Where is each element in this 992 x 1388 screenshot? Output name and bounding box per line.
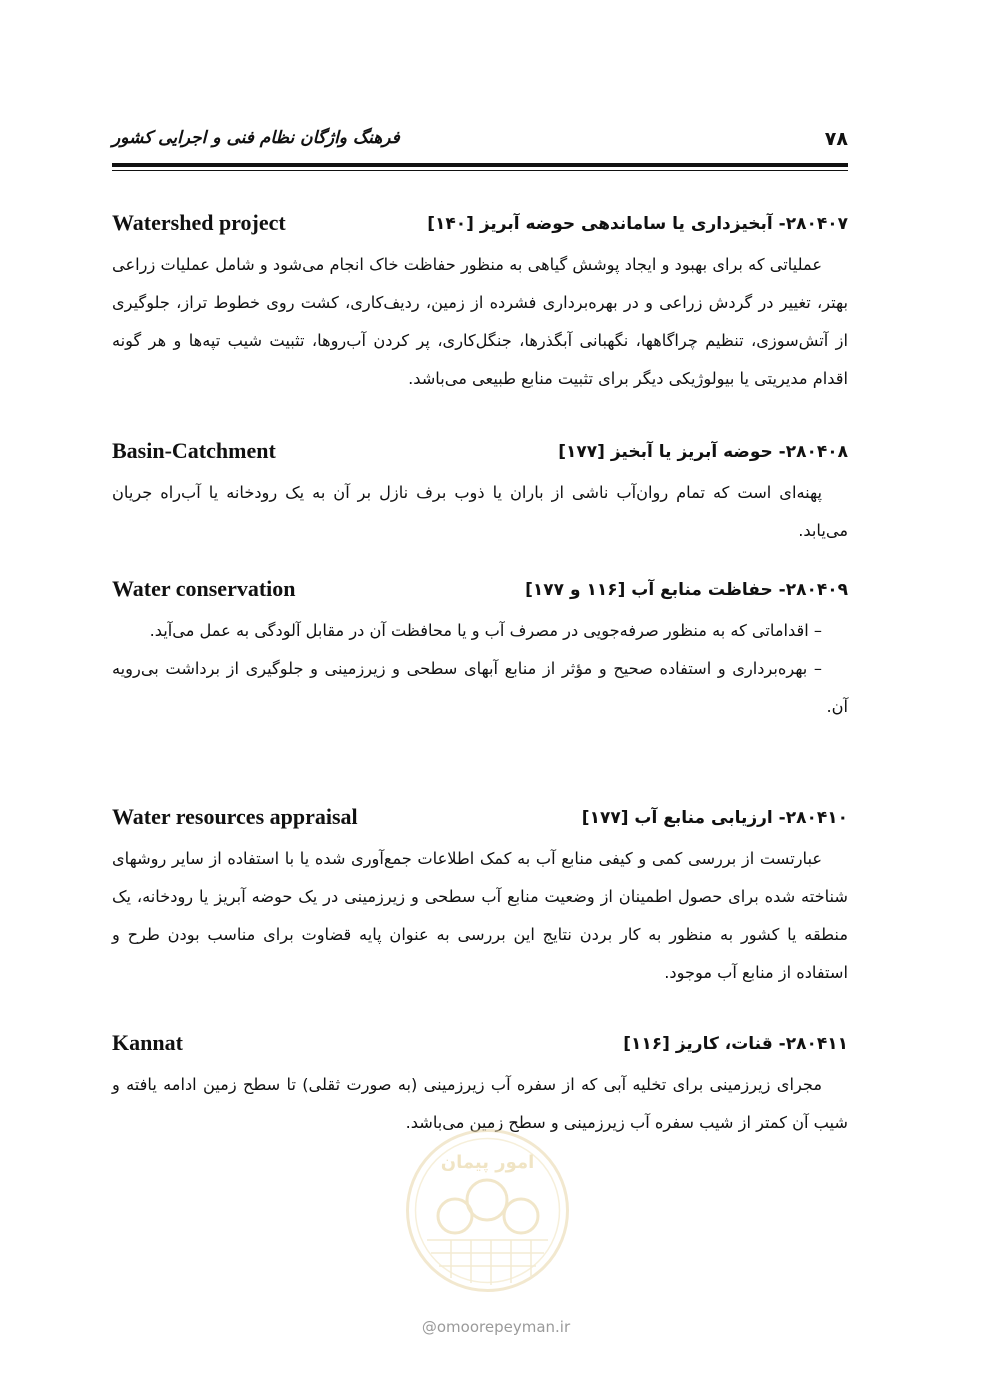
running-header — [112, 120, 848, 160]
at-sign-icon: @ — [421, 1318, 437, 1336]
entry-definition: پهنه‌ای است که تمام روان‌آب ناشی از باران یا ذوب برف نازل بر آن به یک رودخانه یا آب‌راه جریان می‌یابد. — [112, 483, 848, 540]
running-title: فرهنگ واژگان نظام فنی و اجرایی کشور — [112, 128, 400, 148]
entry-heading — [112, 804, 848, 840]
header-rule-thick — [112, 163, 848, 167]
header-rule-thin — [112, 170, 848, 171]
entry-definition: عبارتست از بررسی کمی و کیفی منابع آب به کمک اطلاعات جمع‌آوری شده یا با استفاده از سایر روشهای شناخته شده برای حصول اطمینان از وضعیت منابع آب سطحی و زیرزمینی در یک حوضه آبریز یا رودخانه، یک منطقه یا کشور به منظور به کار بردن نتایج این بررسی به عنوان پایه قضاوت برای مناسب بودن طرح و استفاده از منابع آب موجود. — [112, 849, 848, 982]
entry-heading — [112, 438, 848, 474]
term-persian: ۲۸۰۴۱۱- قنات، کاریز [۱۱۶] — [623, 1034, 848, 1054]
glossary-entry — [112, 1030, 848, 1142]
page-number: ۷۸ — [824, 128, 848, 150]
term-english: Water resources appraisal — [112, 804, 358, 829]
glossary-entry — [112, 804, 848, 992]
watermark-url: @omoorepeyman.ir — [421, 1318, 571, 1336]
term-english: Kannat — [112, 1030, 183, 1055]
seal-logo-icon — [405, 1128, 570, 1293]
term-english: Water conservation — [112, 576, 296, 601]
entry-definition: عملیاتی که برای بهبود و ایجاد پوشش گیاهی به منظور حفاظت خاک انجام می‌شود و شامل عملیات زراعی بهتر، تغییر در گردش زراعی و در بهره‌برداری فشرده از زمین، ردیف‌کاری، کشت روی خطوط تراز، جلوگیری از آتش‌سوزی، تنظیم چراگاهها، نگهبانی آبگذرها، جنگل‌کاری، پر کردن آب‌روها، تثبیت شیب تپه‌ها و هر گونه اقدام مدیریتی یا بیولوژیکی دیگر برای تثبیت منابع طبیعی می‌باشد. — [112, 255, 848, 388]
term-persian: ۲۸۰۴۰۷- آبخیزداری یا ساماندهی حوضه آبریز [۱۴۰] — [427, 214, 848, 234]
entry-definition: – اقداماتی که به منظور صرفه‌جویی در مصرف آب و یا محافظت آن در مقابل آلودگی به عمل می‌آید. — [149, 621, 822, 640]
entry-heading — [112, 1030, 848, 1066]
term-persian: ۲۸۰۴۱۰- ارزیابی منابع آب [۱۷۷] — [581, 808, 848, 828]
entry-definition: – بهره‌برداری و استفاده صحیح و مؤثر از منابع آبهای سطحی و زیرزمینی و جلوگیری از برداشت بی‌رویه آن. — [112, 659, 848, 716]
watermark-logo-text: امور پیمان — [440, 1152, 535, 1173]
term-persian: ۲۸۰۴۰۸- حوضه آبریز یا آبخیز [۱۷۷] — [558, 442, 848, 462]
term-english: Watershed project — [112, 210, 286, 235]
term-persian: ۲۸۰۴۰۹- حفاظت منابع آب [۱۱۶ و ۱۷۷] — [525, 580, 848, 600]
entry-definition: مجرای زیرزمینی برای تخلیه آبی که از سفره آب زیرزمینی (به صورت ثقلی) تا سطح زمین ادامه یافته و شیب آن کمتر از شیب سفره آب زیرزمینی و سطح زمین می‌باشد. — [112, 1075, 848, 1132]
glossary-entry — [112, 438, 848, 550]
glossary-entry — [112, 210, 848, 398]
glossary-entry — [112, 576, 848, 726]
entry-heading — [112, 210, 848, 246]
term-english: Basin-Catchment — [112, 438, 276, 463]
entry-heading — [112, 576, 848, 612]
